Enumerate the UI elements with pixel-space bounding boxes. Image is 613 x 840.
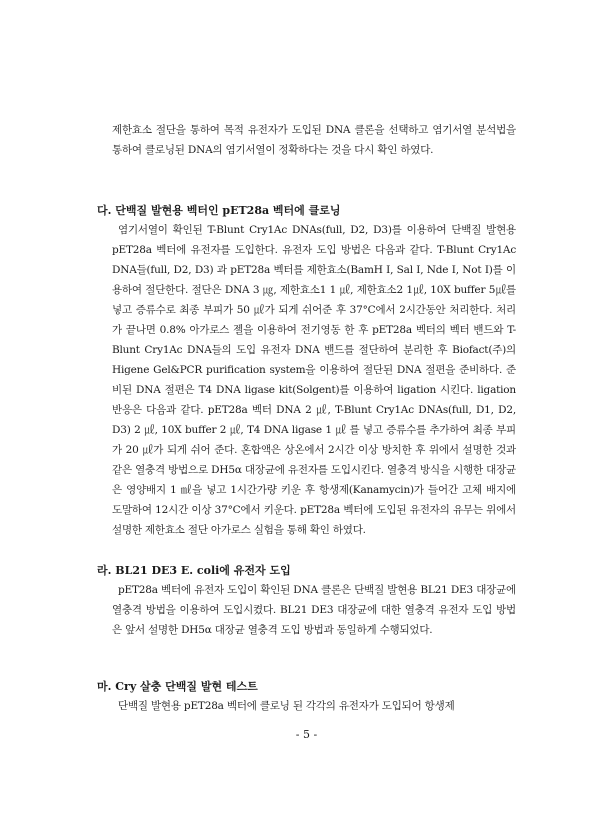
section-da-body: 염기서열이 확인된 T-Blunt Cry1Ac DNAs(full, D2, D3)를 이용하여 단백질 발현용 pET28a 벡터에 유전자를 도입한다. 유전자 도입 방법은 다음과 같다. T-Blunt Cry1Ac DNA들(full, D2, D3) 과 pET28a 벡터를 제한효소(BamH I, Sal I, Nde I, Not I)를 이용하여 절단한다. 절단은 DNA 3 ㎍, 제한효소1 1 ㎕, 제한효소2 1㎕, 10X buffer 5㎕를 넣고 증류수로 최종 부피가 50 ㎕가 되게 쉬어준 후 37°C에서 2시간동안 처리한다. 처리가 끝나면 0.8% 아가로스 젤을 이용하여 전기영동 한 후 pET28a 벡터의 벡터 밴드와 T-Blunt Cry1Ac DNA들의 도입 유전자 DNA 밴드를 절단하여 분리한 후 Biofact(주)의 Higene Gel&PCR purification system을 이용하여 절단된 DNA 절편을 준비하다. 준비된 DNA 절편은 T4 DNA ligase kit(Solgent)를 이용하여 ligation 시킨다. ligation 반응은 다음과 같다. pET28a 벡터 DNA 2 ㎕, T-Blunt Cry1Ac DNAs(full, D1, D2, D3) 2 ㎕, 10X buffer 2 ㎕, T4 DNA ligase 1 ㎕ 를 넣고 증류수를 추가하여 최종 부피가 20 ㎕가 되게 쉬어 준다. 혼합액은 상온에서 2시간 이상 방치한 후 위에서 설명한 것과 같은 열충격 방법으로 DH5α 대장균에 유전자를 도입시킨다. 열충격 방식을 시행한 대장균은 영양배지 1 ㎖을 넣고 1시간가량 키운 후 항생제(Kanamycin)가 들어간 고체 배지에 도말하여 12시간 이상 37°C에서 키운다. pET28a 벡터에 도입된 유전자의 유무는 위에서 설명한 제한효소 절단 아가로스 실험을 통해 확인 하였다. bbox=[112, 224, 516, 536]
section-ma-heading: 마. Cry 살충 단백질 발현 테스트 bbox=[97, 680, 258, 693]
section-ra-body: pET28a 벡터에 유전자 도입이 확인된 DNA 클론은 단백질 발현용 BL21 DE3 대장균에 열충격 방법을 이용하여 도입시켰다. BL21 DE3 대장균에 대한 열충격 유전자 도입 방법은 앞서 설명한 DH5α 대장균 열충격 도입 방법과 동일하게 수행되었다. bbox=[112, 584, 516, 636]
section-ra-heading: 라. BL21 DE3 E. coli에 유전자 도입 bbox=[97, 564, 291, 577]
page-number: - 5 - bbox=[295, 728, 318, 741]
section-ma-body: 단백질 발현용 pET28a 벡터에 클로닝 된 각각의 유전자가 도입되어 항생제 bbox=[118, 700, 455, 712]
intro-paragraph: 제한효소 절단을 통하여 목적 유전자가 도입된 DNA 클론을 선택하고 염기서열 분석법을 통하여 클로닝된 DNA의 염기서열이 정확하다는 것을 다시 확인 하였다. bbox=[112, 124, 516, 156]
section-da-heading: 다. 단백질 발현용 벡터인 pET28a 벡터에 클로닝 bbox=[97, 204, 341, 217]
